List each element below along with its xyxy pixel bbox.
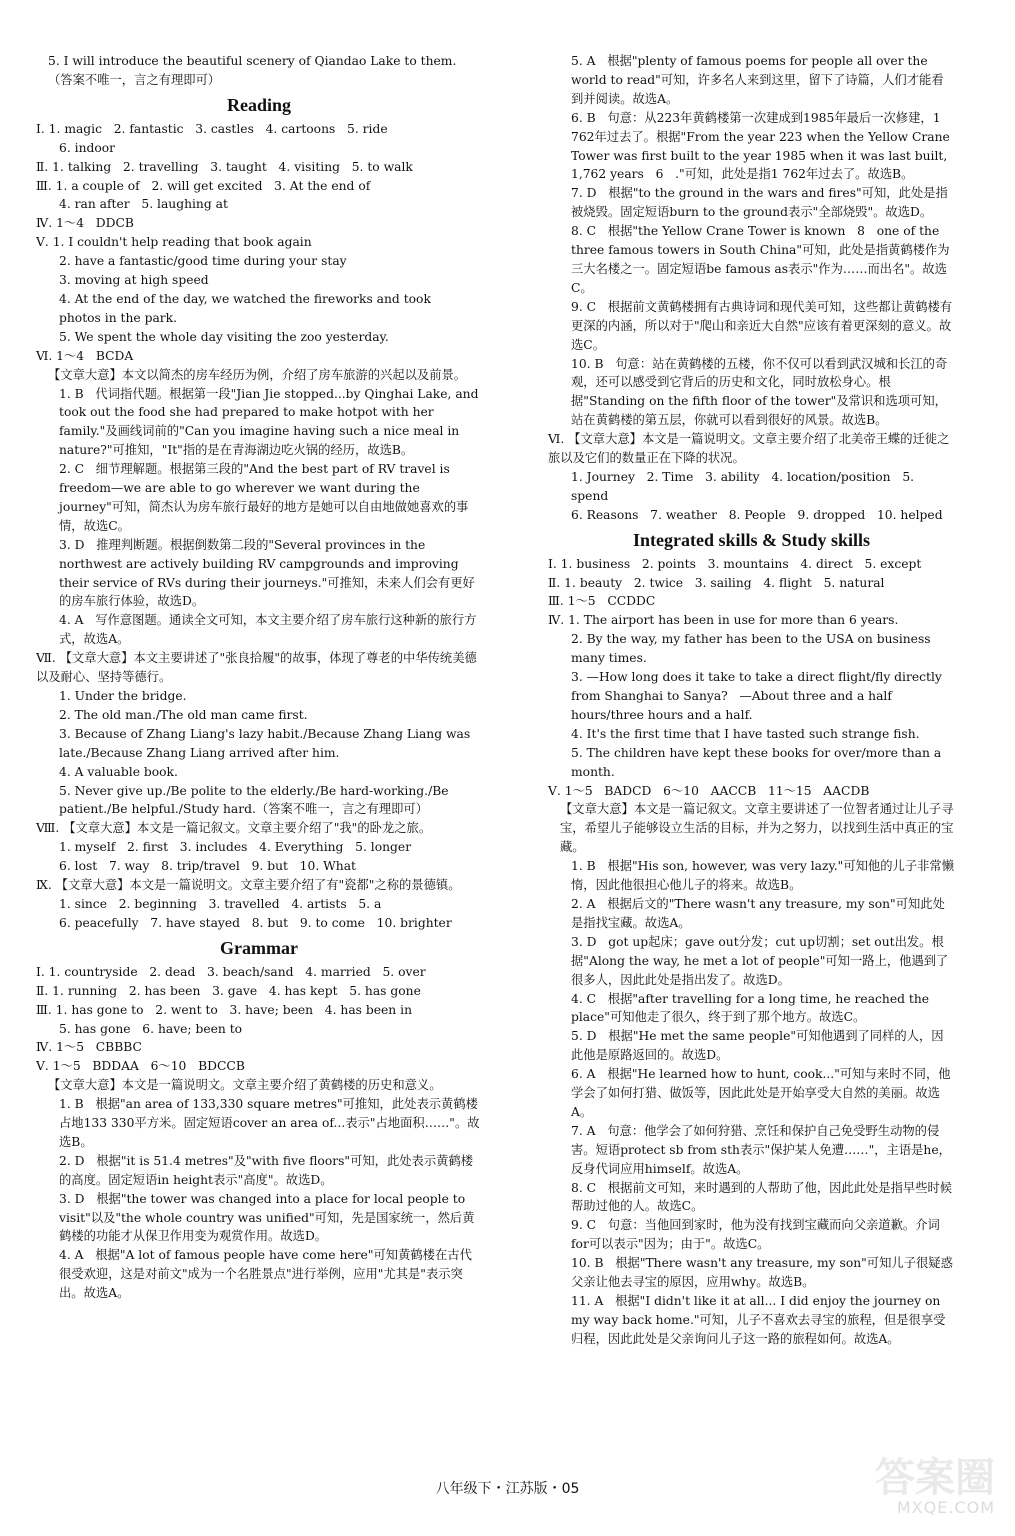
watermark-url: MXQE.COM bbox=[896, 1498, 995, 1517]
answer-line: 6. indoor bbox=[59, 140, 116, 155]
answer-line: 8. C 根据前文可知，来时遇到的人帮助了他，因此此处是指早些时候帮助过他的人。故选C。 bbox=[571, 1180, 953, 1214]
answer-line: 5. I will introduce the beautiful scenery of Qiandao Lake to them. bbox=[48, 54, 457, 68]
answer-line: 3. D 根据"the tower was changed into a place for local people to visit"以及"the whole country was unified"可知，先是国家统一，然后黄鹤楼的功能才从保卫作用变为观赏作用。故选D。 bbox=[59, 1191, 475, 1244]
answer-line: Ⅵ. 1～4 BCDA bbox=[36, 348, 134, 363]
section-heading: Grammar bbox=[220, 937, 298, 958]
answer-line: 2. By the way, my father has been to the USA on business many times. bbox=[571, 632, 935, 666]
answer-line: 6. peacefully 7. have stayed 8. but 9. to come 10. brighter bbox=[59, 915, 452, 930]
answer-line: 10. B 根据"There wasn't any treasure, my son"可知儿子很疑惑父亲让他去寻宝的原因，应用why。故选B。 bbox=[571, 1256, 953, 1290]
answer-line: 2. The old man./The old man came first. bbox=[59, 707, 308, 722]
section-heading: Integrated skills & Study skills bbox=[632, 529, 871, 550]
answer-line: Ⅲ. 1. has gone to 2. went to 3. have; been 4. has been in bbox=[36, 1002, 412, 1017]
answer-line: 5. We spent the whole day visiting the zoo yesterday. bbox=[59, 329, 389, 344]
answer-line: 5. D 根据"He met the same people"可知他遇到了同样的人，因此他是原路返回的。故选D。 bbox=[571, 1029, 944, 1063]
answer-line: 4. A 根据"A lot of famous people have come here"可知黄鹤楼在古代很受欢迎，这是对前文"成为一个名胜景点"进行举例，应用"尤其是"表示突出。故选A。 bbox=[59, 1248, 472, 1301]
answer-line: Ⅷ. 【文章大意】本文是一篇记叙文。文章主要介绍了"我"的卧龙之旅。 bbox=[36, 821, 432, 836]
answer-line: Ⅳ. 1. The airport has been in use for more than 6 years. bbox=[548, 613, 899, 628]
answer-line: photos in the park. bbox=[59, 310, 178, 325]
answer-line: 1. since 2. beginning 3. travelled 4. artists 5. a bbox=[59, 896, 382, 911]
answer-line: 【文章大意】本文是一篇记叙文。文章主要讲述了一位智者通过让儿子寻宝，希望儿子能够设立生活的目标，并为之努力，以找到生活中真正的宝藏。 bbox=[560, 802, 954, 855]
answer-line: 3. Because of Zhang Liang's lazy habit./Because Zhang Liang was late./Because Zhang Liang arrived after him. bbox=[59, 726, 475, 760]
answer-line: 3. —How long does it take to take a direct flight/fly directly from Shanghai to Sanya? —About three and a half hours/three hours and a half. bbox=[571, 670, 946, 722]
answer-line: 9. C 句意：当他回到家时，他为没有找到宝藏而向父亲道歉。介词for可以表示"因为；由于"。故选C。 bbox=[571, 1218, 940, 1252]
answer-line: 2. A 根据后文的"There wasn't any treasure, my son"可知此处是指找宝藏。故选A。 bbox=[571, 896, 945, 930]
page-footer: 八年级下・江苏版・05 bbox=[435, 1481, 580, 1497]
answer-line: 1. B 根据"an area of 133,330 square metres"可推知，此处表示黄鹤楼占地133 330平方米。固定短语cover an area of...表示"占地面积……"。故选B。 bbox=[59, 1097, 480, 1149]
right-column bbox=[548, 52, 955, 1349]
answer-line: Ⅳ. 1～4 DDCB bbox=[36, 216, 134, 231]
answer-line: 6. B 句意：从223年黄鹤楼第一次建成到1985年最后一次修建，1 762年过去了。根据"From the year 223 when the Yellow Crane Tower was first built to the year 1985 when it was last built, 1,762 years 6 ."可知，此处是指1 762年过去了。故选B。 bbox=[571, 110, 954, 182]
answer-line: Ⅴ. 1～5 BADCD 6～10 AACCB 11～15 AACDB bbox=[548, 783, 870, 798]
watermark-logo bbox=[805, 1455, 995, 1518]
answer-line: Ⅶ. 【文章大意】本文主要讲述了"张良拾履"的故事，体现了尊老的中华传统美德以及耐心、坚持等德行。 bbox=[36, 651, 477, 685]
answer-line: （答案不唯一，言之有理即可） bbox=[48, 72, 221, 87]
answer-line: Ⅰ. 1. business 2. points 3. mountains 4. direct 5. except bbox=[548, 556, 922, 571]
answer-line: 4. C 根据"after travelling for a long time, he reached the place"可知他走了很久，终于到了那个地方。故选C。 bbox=[571, 991, 933, 1025]
answer-line: 6. A 根据"He learned how to hunt, cook..."可知与来时不同，他学会了如何打猎、做饭等，因此此处是开始享受大自然的美丽。故选A。 bbox=[571, 1067, 951, 1119]
answer-line: 2. C 细节理解题。根据第三段的"And the best part of RV travel is freedom—we are able to go wherever we want during the journey"可知，简杰认为房车旅行最好的地方是她可以自由地做她喜欢的事情，故选C。 bbox=[59, 462, 469, 533]
answer-line: 4. At the end of the day, we watched the fireworks and took bbox=[59, 291, 431, 306]
answer-line: Ⅸ. 【文章大意】本文是一篇说明文。文章主要介绍了有"瓷都"之称的景德镇。 bbox=[36, 878, 461, 893]
answer-line: 1. B 根据"His son, however, was very lazy."可知他的儿子非常懒惰，因此他很担心他儿子的将来。故选B。 bbox=[571, 859, 955, 893]
answer-line: 1. myself 2. first 3. includes 4. Everything 5. longer bbox=[59, 840, 412, 855]
answer-line: 10. B 句意：站在黄鹤楼的五楼，你不仅可以看到武汉城和长江的奇观，还可以感受到它背后的历史和文化，同时放松身心。根据"Standing on the fifth floor of the tower"及常识和选项可知，站在黄鹤楼的第五层，你就可以看到很好的风景。故选B。 bbox=[571, 356, 948, 428]
answer-line: Ⅳ. 1～5 CBBBC bbox=[36, 1040, 142, 1055]
answer-line: 9. C 根据前文黄鹤楼拥有古典诗词和现代美可知，这些都让黄鹤楼有更深的内涵，所以对于"爬山和亲近大自然"应该有着更深刻的意义。故选C。 bbox=[571, 299, 953, 352]
answer-line: 3. D 推理判断题。根据倒数第二段的"Several provinces in the northwest are actively building RV campgrounds and improving their service of RVs during their journeys."可推知，未来人们会有更好的房车旅行体验，故选D。 bbox=[59, 537, 475, 609]
answer-line: 2. D 根据"it is 51.4 metres"及"with five floors"可知，此处表示黄鹤楼的高度。固定短语in height表示"高度"。故选D。 bbox=[59, 1153, 474, 1187]
answer-line: Ⅱ. 1. beauty 2. twice 3. sailing 4. flight 5. natural bbox=[548, 575, 885, 590]
answer-line: 8. C 根据"the Yellow Crane Tower is known 8 one of the three famous towers in South China"可知，此处是指黄鹤楼作为三大名楼之一。固定短语be famous as表示"作为……而出名"。故选C。 bbox=[571, 224, 950, 295]
answer-line: 5. Never give up./Be polite to the elderly./Be hard-working./Be patient./Be helpful./Study hard.（答案不唯一，言之有理即可） bbox=[59, 783, 453, 817]
answer-line: 11. A 根据"I didn't like it at all... I did enjoy the journey on my way back home."可知，儿子不喜欢去寻宝的旅程，但是很享受归程，因此此处是父亲询问儿子这一路的旅程如何。故选A。 bbox=[571, 1294, 946, 1346]
answer-line: 6. Reasons 7. weather 8. People 9. dropped 10. helped bbox=[571, 507, 943, 522]
answer-line: 5. has gone 6. have; been to bbox=[59, 1021, 243, 1036]
answer-line: 5. The children have kept these books for over/more than a month. bbox=[571, 745, 946, 779]
answer-line: 4. It's the first time that I have tasted such strange fish. bbox=[571, 726, 920, 741]
answer-line: Ⅲ. 1～5 CCDDC bbox=[548, 594, 656, 609]
section-heading: Reading bbox=[226, 94, 291, 115]
answer-line: Ⅲ. 1. a couple of 2. will get excited 3. At the end of bbox=[36, 178, 371, 193]
answer-line: 【文章大意】本文是一篇说明文。文章主要介绍了黄鹤楼的历史和意义。 bbox=[48, 1078, 442, 1093]
answer-line: Ⅱ. 1. running 2. has been 3. gave 4. has kept 5. has gone bbox=[36, 983, 421, 998]
answer-line: 【文章大意】本文以简杰的房车经历为例，介绍了房车旅游的兴起以及前景。 bbox=[48, 367, 467, 382]
answer-line: 3. D got up起床；gave out分发；cut up切割；set out出发。根据"Along the way, he met a lot of people"可知一路上，他遇到了很多人，因此此处是指出发了。故选D。 bbox=[571, 934, 949, 987]
answer-line: 7. D 根据"to the ground in the wars and fires"可知，此处是指被烧毁。固定短语burn to the ground表示"全部烧毁"。故选D。 bbox=[571, 186, 948, 220]
answer-line: 5. A 根据"plenty of famous poems for people all over the world to read"可知，许多名人来到这里，留下了诗篇，人们才能看到并阅读。故选A。 bbox=[571, 54, 944, 106]
left-column bbox=[36, 52, 482, 1303]
answer-line: 4. A valuable book. bbox=[59, 764, 178, 779]
answer-line: 4. ran after 5. laughing at bbox=[59, 197, 228, 212]
answer-line: Ⅵ. 【文章大意】本文是一篇说明文。文章主要介绍了北美帝王蝶的迁徙之旅以及它们的数量正在下降的状况。 bbox=[548, 432, 950, 466]
answer-line: 4. A 写作意图题。通读全文可知，本文主要介绍了房车旅行这种新的旅行方式，故选A。 bbox=[59, 613, 477, 647]
answer-line: 2. have a fantastic/good time during your stay bbox=[59, 254, 347, 269]
answer-line: 1. B 代词指代题。根据第一段"Jian Jie stopped...by Qinghai Lake, and took out the food she had prepared to make hotpot with her family."及画线词前的"Can you imagine having such a nice meal in nature?"可推知，"It"指的是在青海湖边吃火锅的经历，故选B。 bbox=[59, 386, 483, 458]
answer-line: Ⅰ. 1. countryside 2. dead 3. beach/sand 4. married 5. over bbox=[36, 964, 426, 979]
answer-line: Ⅴ. 1～5 BDDAA 6～10 BDCCB bbox=[36, 1059, 245, 1074]
answer-line: Ⅴ. 1. I couldn't help reading that book again bbox=[36, 235, 312, 250]
answer-line: 1. Journey 2. Time 3. ability 4. location/position 5. spend bbox=[571, 469, 918, 503]
answer-line: 6. lost 7. way 8. trip/travel 9. but 10. What bbox=[59, 859, 356, 874]
answer-line: Ⅱ. 1. talking 2. travelling 3. taught 4. visiting 5. to walk bbox=[36, 159, 413, 174]
answer-line: 1. Under the bridge. bbox=[59, 689, 187, 703]
answer-line: Ⅰ. 1. magic 2. fantastic 3. castles 4. cartoons 5. ride bbox=[36, 121, 388, 136]
answer-line: 7. A 句意：他学会了如何狩猎、烹饪和保护自己免受野生动物的侵害。短语protect sb from sth表示"保护某人免遭……"，主语是he，反身代词应用himself。故选A。 bbox=[571, 1123, 951, 1176]
watermark-text: 答案圈 bbox=[875, 1455, 995, 1501]
answer-line: 3. moving at high speed bbox=[59, 273, 209, 288]
